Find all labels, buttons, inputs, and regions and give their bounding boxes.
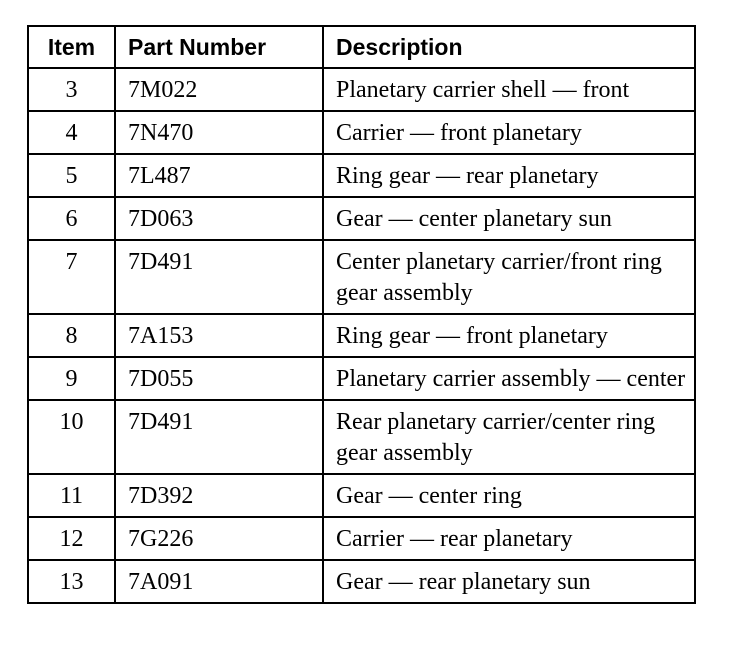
item-cell: 13 bbox=[28, 560, 115, 603]
item-cell: 8 bbox=[28, 314, 115, 357]
description-cell: Planetary carrier assembly — center bbox=[323, 357, 695, 400]
header-row bbox=[28, 26, 695, 68]
table-row bbox=[28, 111, 695, 154]
part-number-cell: 7D063 bbox=[115, 197, 323, 240]
description-cell: Gear — rear planetary sun bbox=[323, 560, 695, 603]
description-cell: Rear planetary carrier/center ring gear assembly bbox=[323, 400, 695, 474]
part-number-cell: 7D055 bbox=[115, 357, 323, 400]
table-row bbox=[28, 197, 695, 240]
header-description: Description bbox=[323, 26, 695, 68]
table-row bbox=[28, 517, 695, 560]
description-cell: Ring gear — rear planetary bbox=[323, 154, 695, 197]
parts-table bbox=[27, 25, 696, 604]
item-cell: 7 bbox=[28, 240, 115, 314]
description-cell: Gear — center ring bbox=[323, 474, 695, 517]
item-cell: 6 bbox=[28, 197, 115, 240]
description-cell: Carrier — front planetary bbox=[323, 111, 695, 154]
item-cell: 4 bbox=[28, 111, 115, 154]
header-part-number: Part Number bbox=[115, 26, 323, 68]
description-cell: Center planetary carrier/front ring gear assembly bbox=[323, 240, 695, 314]
item-cell: 11 bbox=[28, 474, 115, 517]
item-cell: 10 bbox=[28, 400, 115, 474]
item-cell: 3 bbox=[28, 68, 115, 111]
table-row bbox=[28, 240, 695, 314]
table-row bbox=[28, 68, 695, 111]
item-cell: 5 bbox=[28, 154, 115, 197]
part-number-cell: 7A153 bbox=[115, 314, 323, 357]
table-row bbox=[28, 357, 695, 400]
description-cell: Planetary carrier shell — front bbox=[323, 68, 695, 111]
table-row bbox=[28, 314, 695, 357]
part-number-cell: 7D392 bbox=[115, 474, 323, 517]
part-number-cell: 7D491 bbox=[115, 400, 323, 474]
part-number-cell: 7L487 bbox=[115, 154, 323, 197]
table-row bbox=[28, 474, 695, 517]
part-number-cell: 7A091 bbox=[115, 560, 323, 603]
part-number-cell: 7M022 bbox=[115, 68, 323, 111]
header-item: Item bbox=[28, 26, 115, 68]
table-row bbox=[28, 154, 695, 197]
part-number-cell: 7D491 bbox=[115, 240, 323, 314]
description-cell: Gear — center planetary sun bbox=[323, 197, 695, 240]
description-cell: Carrier — rear planetary bbox=[323, 517, 695, 560]
table-row bbox=[28, 560, 695, 603]
part-number-cell: 7G226 bbox=[115, 517, 323, 560]
description-cell: Ring gear — front planetary bbox=[323, 314, 695, 357]
item-cell: 12 bbox=[28, 517, 115, 560]
table-header bbox=[28, 26, 695, 68]
table-body bbox=[28, 68, 695, 603]
item-cell: 9 bbox=[28, 357, 115, 400]
table-row bbox=[28, 400, 695, 474]
part-number-cell: 7N470 bbox=[115, 111, 323, 154]
